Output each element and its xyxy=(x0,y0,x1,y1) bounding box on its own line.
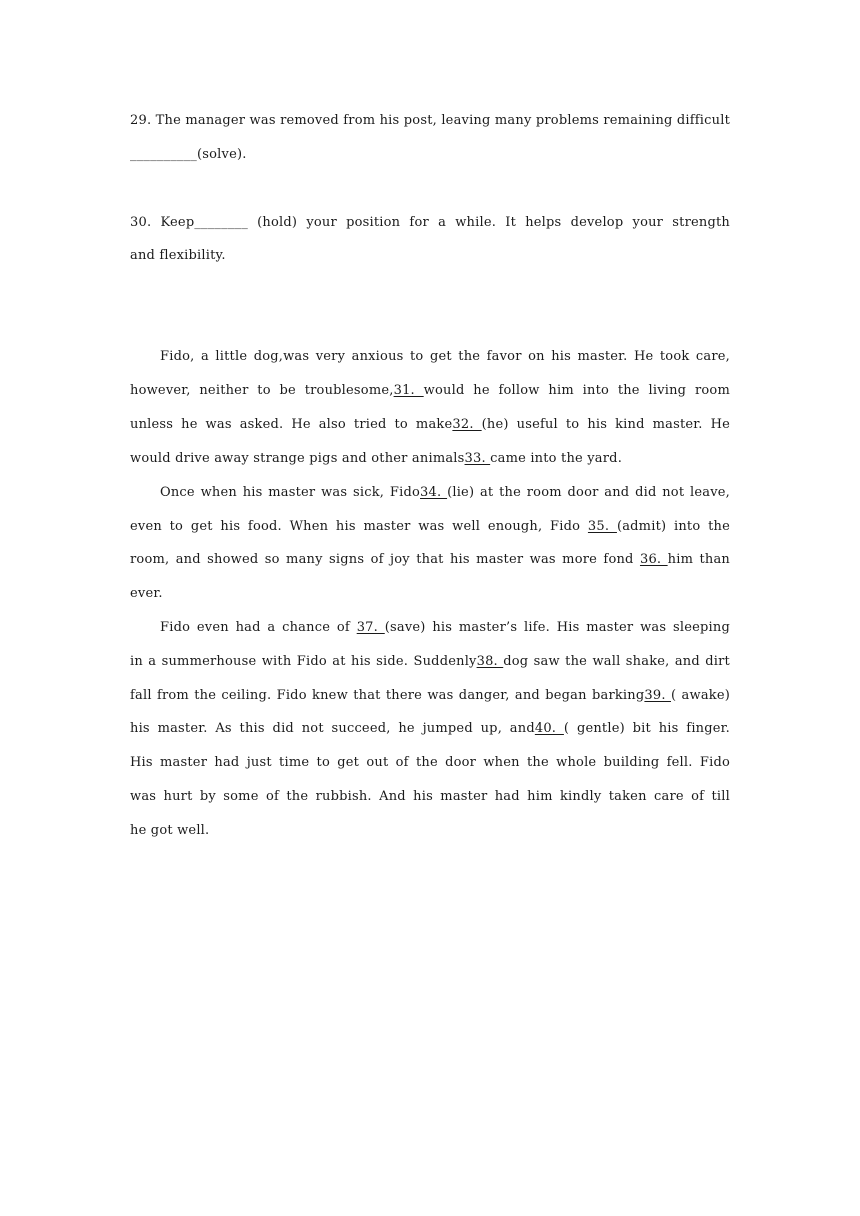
passage-p3-line-3: fall from the ceiling. Fido knew that there was danger, and began barking39. ( awake) xyxy=(130,688,730,703)
q30-line-2: and flexibility. xyxy=(130,248,226,263)
passage-p1-line-3: unless he was asked. He also tried to make32. (he) useful to his kind master. He xyxy=(130,417,730,432)
passage-p2-line-1: Once when his master was sick, Fido34. (lie) at the room door and did not leave, xyxy=(160,485,730,500)
blank-33: 33. xyxy=(464,451,491,466)
passage-p1-line-2: however, neither to be troublesome,31. would he follow him into the living room xyxy=(130,383,730,398)
passage-p3-line-4: his master. As this did not succeed, he jumped up, and40. ( gentle) bit his finger. xyxy=(130,721,730,736)
passage-p2-line-2: even to get his food. When his master was well enough, Fido 35. (admit) into the xyxy=(130,519,730,534)
passage-p3-line-1: Fido even had a chance of 37. (save) his master’s life. His master was sleeping xyxy=(160,620,730,635)
blank-31: 31. xyxy=(393,383,424,398)
passage-p2-line-4: ever. xyxy=(130,586,163,601)
passage-p3-line-6: was hurt by some of the rubbish. And his master had him kindly taken care of till xyxy=(130,789,730,804)
passage-p1-line-4: would drive away strange pigs and other animals33. came into the yard. xyxy=(130,451,623,466)
passage-p3-line-5: His master had just time to get out of the door when the whole building fell. Fido xyxy=(130,755,730,770)
blank-37: 37. xyxy=(356,620,385,635)
blank-40: 40. xyxy=(534,721,564,736)
passage-p3-line-2: in a summerhouse with Fido at his side. Suddenly38. dog saw the wall shake, and dirt xyxy=(130,654,730,669)
passage-p2-line-3: room, and showed so many signs of joy that his master was more fond 36. him than xyxy=(130,552,730,567)
q30-line-1: 30. Keep________ (hold) your position for a while. It helps develop your strength xyxy=(130,215,730,230)
blank-32: 32. xyxy=(452,417,482,432)
q29-line-2: __________(solve). xyxy=(130,147,247,162)
passage-p1-line-1: Fido, a little dog,was very anxious to get the favor on his master. He took care, xyxy=(160,349,730,364)
blank-34: 34. xyxy=(420,485,448,500)
blank-38: 38. xyxy=(476,654,504,669)
passage-p3-line-7: he got well. xyxy=(130,823,210,838)
blank-36: 36. xyxy=(639,552,668,567)
q29-line-1: 29. The manager was removed from his post, leaving many problems remaining difficult xyxy=(130,113,730,128)
blank-39: 39. xyxy=(644,688,671,703)
blank-35: 35. xyxy=(587,519,617,534)
